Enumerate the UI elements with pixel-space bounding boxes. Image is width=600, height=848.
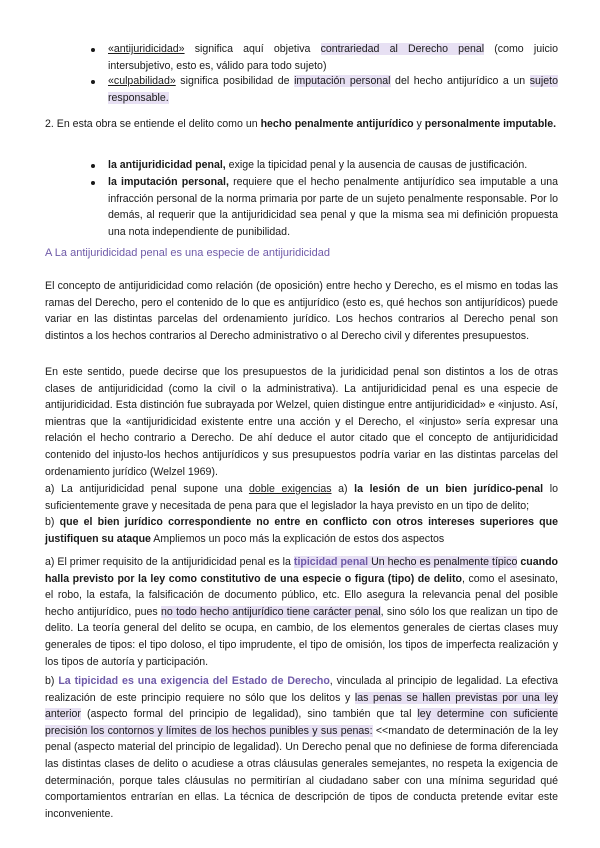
paragraph-doble-exigencia: a) La antijuridicidad penal supone una doble exigencias a) la lesión de un bien jurídico-penal lo suficientemente grave y necesitada de pena para que el legislador la haya previsto en un tipo de delito; b) que el bien jurídico correspondiente no entre en conflicto con otros intereses superiores que justifiquen su ataque Ampliemos un poco más la explicación de estos dos aspectos	[45, 483, 558, 545]
bullet-dot	[91, 48, 95, 52]
bullet-dot	[91, 80, 95, 84]
highlight: Un hecho es penalmente típico	[368, 556, 518, 568]
highlight: contrariedad al Derecho penal	[320, 43, 485, 55]
highlight: sujeto responsable.	[108, 75, 558, 104]
highlight: ley determine con suficiente precisión los contornos y límites de los hechos punibles y sus penas:	[45, 708, 558, 737]
paragraph-concepto: El concepto de antijuridicidad como relación (de oposición) entre hecho y Derecho, es el mismo en todas las ramas del Derecho, pero el contenido de lo que es antijurídico (esto es, qué hechos son antijurídicos) puede variar en las distintas parcelas del ordenamiento jurídico. Los hechos contrarios al Derecho penal son distintos a los hechos contrarios al Derecho administrativo o al Derecho civil y diferentes presupuestos.	[45, 280, 558, 342]
paragraph-presupuestos: En este sentido, puede decirse que los presupuestos de la juridicidad penal son distintos a los de otras clases de antijuridicidad (como la civil o la administrativa). La antijuridicidad penal es una especie de antijuridicidad. Esta distinción fue subrayada por Welzel, quien distingue entre antijuridicidad» e «injusto. Así, mientras que la «antijuridicidad existente entre una acción y el Derecho, el «injusto» sería expresar una relación el hecho contrario a Derecho. De ahí deduce el autor citado que el concepto de antijuridicidad contenido del injusto-los hechos antijurídicos y sus presupuestos podría variar en las distintas parcelas del ordenamiento jurídico (Welzel 1969).	[45, 366, 558, 478]
paragraph-estado-derecho: b) La tipicidad es una exigencia del Estado de Derecho, vinculada al principio de legalidad. La efectiva realización de este principio requiere no sólo que los delitos y las penas se hallen previstas por una ley anterior (aspecto formal del principio de legalidad), sino también que tal ley determine con suficiente precisión los contornos y límites de los hechos punibles y sus penas: <<mandato de determinación de la ley penal (aspecto material del principio de legalidad). Un Derecho penal que no definiese de forma diferenciada las distintas clases de delito o acudiese a otras cláusulas generales semejantes, no respeta la exigencia de determinación, porque tales cláusulas no permitirían al ciudadano saber con una mínima seguridad qué comportamientos entrarían en ellas. La técnica de descripción de tipos de conducta pretende evitar este inconveniente.	[45, 675, 559, 820]
bullet-dot	[91, 164, 95, 168]
underlined-term: doble exigencias	[248, 483, 332, 495]
paragraph-tipicidad: a) El primer requisito de la antijuridicidad penal es la tipicidad penal Un hecho es penalmente típico cuando halla previsto por la ley como constitutivo de una especie o figura (tipo) de delito, como el asesinato, el robo, la estafa, la falsificación de documento público, etc. Ello asegura la relevancia penal del posible hecho antijurídico, pues no todo hecho antijurídico tiene carácter penal, sino sólo los que realizan un tipo de delito. La teoría general del delito se ocupa, en cambio, de los elementos generales de ciertas clases muy generales de tipos: el tipo doloso, el tipo imprudente, el tipo de omisión, los tipos de imperfecta realización y los tipos de autoría y participación.	[45, 556, 559, 668]
highlight: imputación personal	[294, 75, 391, 87]
paragraph-definition: 2. En esta obra se entiende el delito como un hecho penalmente antijurídico y personalmente imputable.	[45, 118, 557, 130]
highlight: no todo hecho antijurídico tiene carácter penal	[161, 605, 381, 618]
bullet-dot	[91, 181, 95, 185]
bullet-culpabilidad: «culpabilidad» significa posibilidad de imputación personal del hecho antijurídico a un sujeto responsable.	[108, 75, 558, 104]
bullet-antijuridicidad: «antijuridicidad» significa aquí objetiva contrariedad al Derecho penal (como juicio intersubjetivo, esto es, válido para todo sujeto)	[108, 43, 558, 72]
bullet-antijuridicidad-penal: la antijuridicidad penal, exige la tipicidad penal y la ausencia de causas de justificación.	[108, 159, 528, 171]
term-antijuridicidad: «antijuridicidad»	[108, 43, 185, 55]
section-heading: A La antijuridicidad penal es una especie de antijuridicidad	[45, 247, 330, 259]
bullet-imputacion-personal: la imputación personal, requiere que el hecho penalmente antijurídico sea imputable a una infracción personal de la norma primaria por parte de un sujeto penalmente responsable. Por lo demás, al requerir que la antijuridicidad sea penal y que la misma sea mi definición propuesta una nota independiente de punibilidad.	[108, 176, 558, 238]
highlight: las penas se hallen previstas por una ley anterior	[45, 691, 558, 721]
highlight: tipicidad penal	[293, 556, 369, 568]
term-culpabilidad: «culpabilidad»	[108, 75, 176, 87]
